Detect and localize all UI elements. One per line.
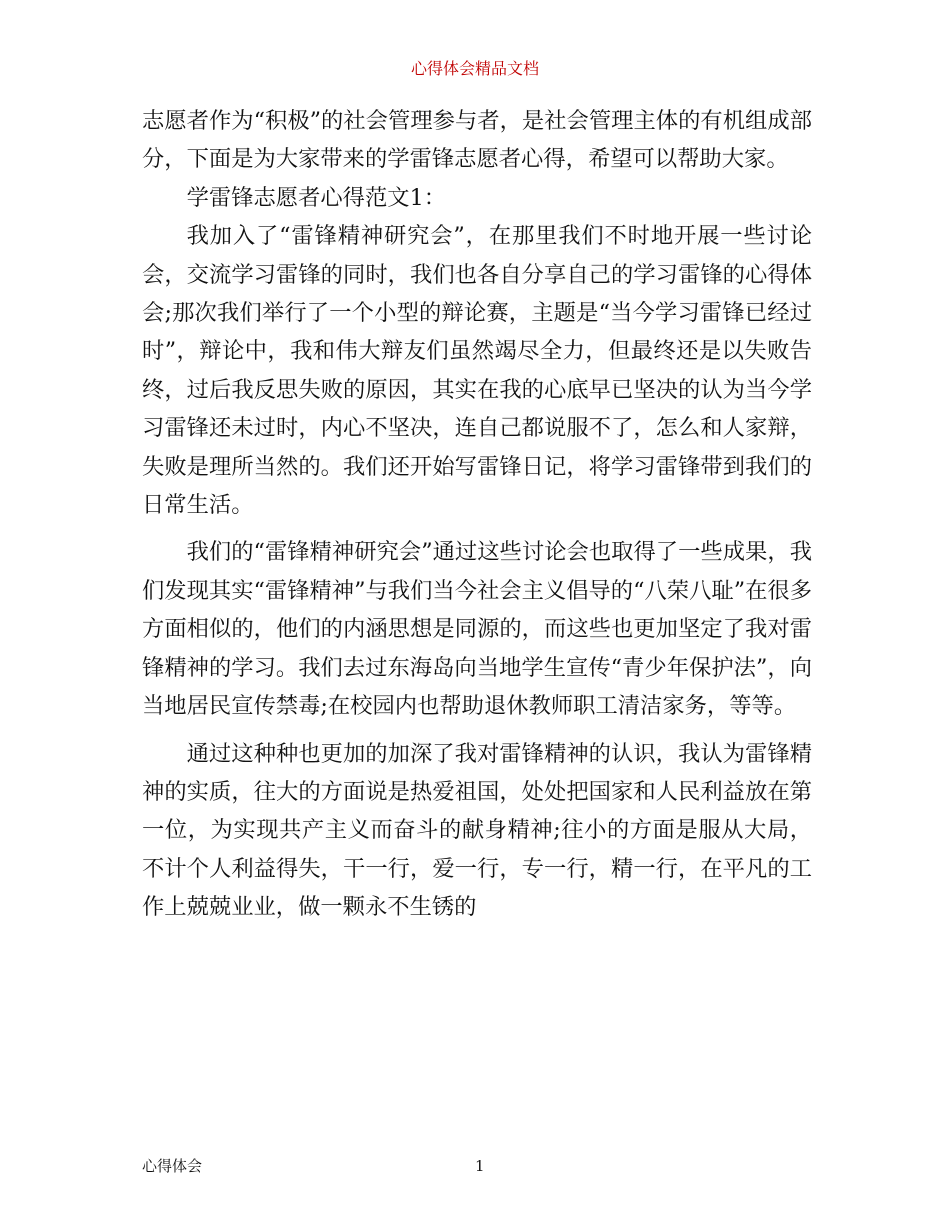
body-paragraph: 通过这种种也更加的加深了我对雷锋精神的认识，我认为雷锋精神的实质，往大的方面说是热爱祖国，处处把国家和人民利益放在第一位，为实现共产主义而奋斗的献身精神;往小的方面是服从大局，不计个人利益得失，干一行，爱一行，专一行，精一行，在平凡的工作上兢兢业业，做一颗永不生锈的 <box>142 740 812 921</box>
document-body <box>142 102 812 927</box>
page-footer <box>142 1155 812 1179</box>
section-heading: 学雷锋志愿者心得范文1： <box>186 184 447 211</box>
page-number: 1 <box>475 1157 485 1175</box>
footer-label: 心得体会 <box>142 1157 203 1175</box>
intro-paragraph: 志愿者作为“积极”的社会管理参与者，是社会管理主体的有机组成部分，下面是为大家带来的学雷锋志愿者心得，希望可以帮助大家。 <box>142 108 812 173</box>
body-paragraph: 我加入了“雷锋精神研究会”，在那里我们不时地开展一些讨论会，交流学习雷锋的同时，我们也各自分享自己的学习雷锋的心得体会;那次我们举行了一个小型的辩论赛，主题是“当今学习雷锋已经过时”，辩论中，我和伟大辩友们虽然竭尽全力，但最终还是以失败告终，过后我反思失败的原因，其实在我的心底早已坚决的认为当今学习雷锋还未过时，内心不坚决，连自己都说服不了，怎么和人家辩，失败是理所当然的。我们还开始写雷锋日记，将学习雷锋带到我们的日常生活。 <box>142 223 812 519</box>
page-header: 心得体会精品文档 <box>410 59 539 78</box>
body-paragraph: 我们的“雷锋精神研究会”通过这些讨论会也取得了一些成果，我们发现其实“雷锋精神”与我们当今社会主义倡导的“八荣八耻”在很多方面相似的，他们的内涵思想是同源的，而这些也更加坚定了我对雷锋精神的学习。我们去过东海岛向当地学生宣传“青少年保护法”，向当地居民宣传禁毒;在校园内也帮助退休教师职工清洁家务，等等。 <box>142 539 812 720</box>
